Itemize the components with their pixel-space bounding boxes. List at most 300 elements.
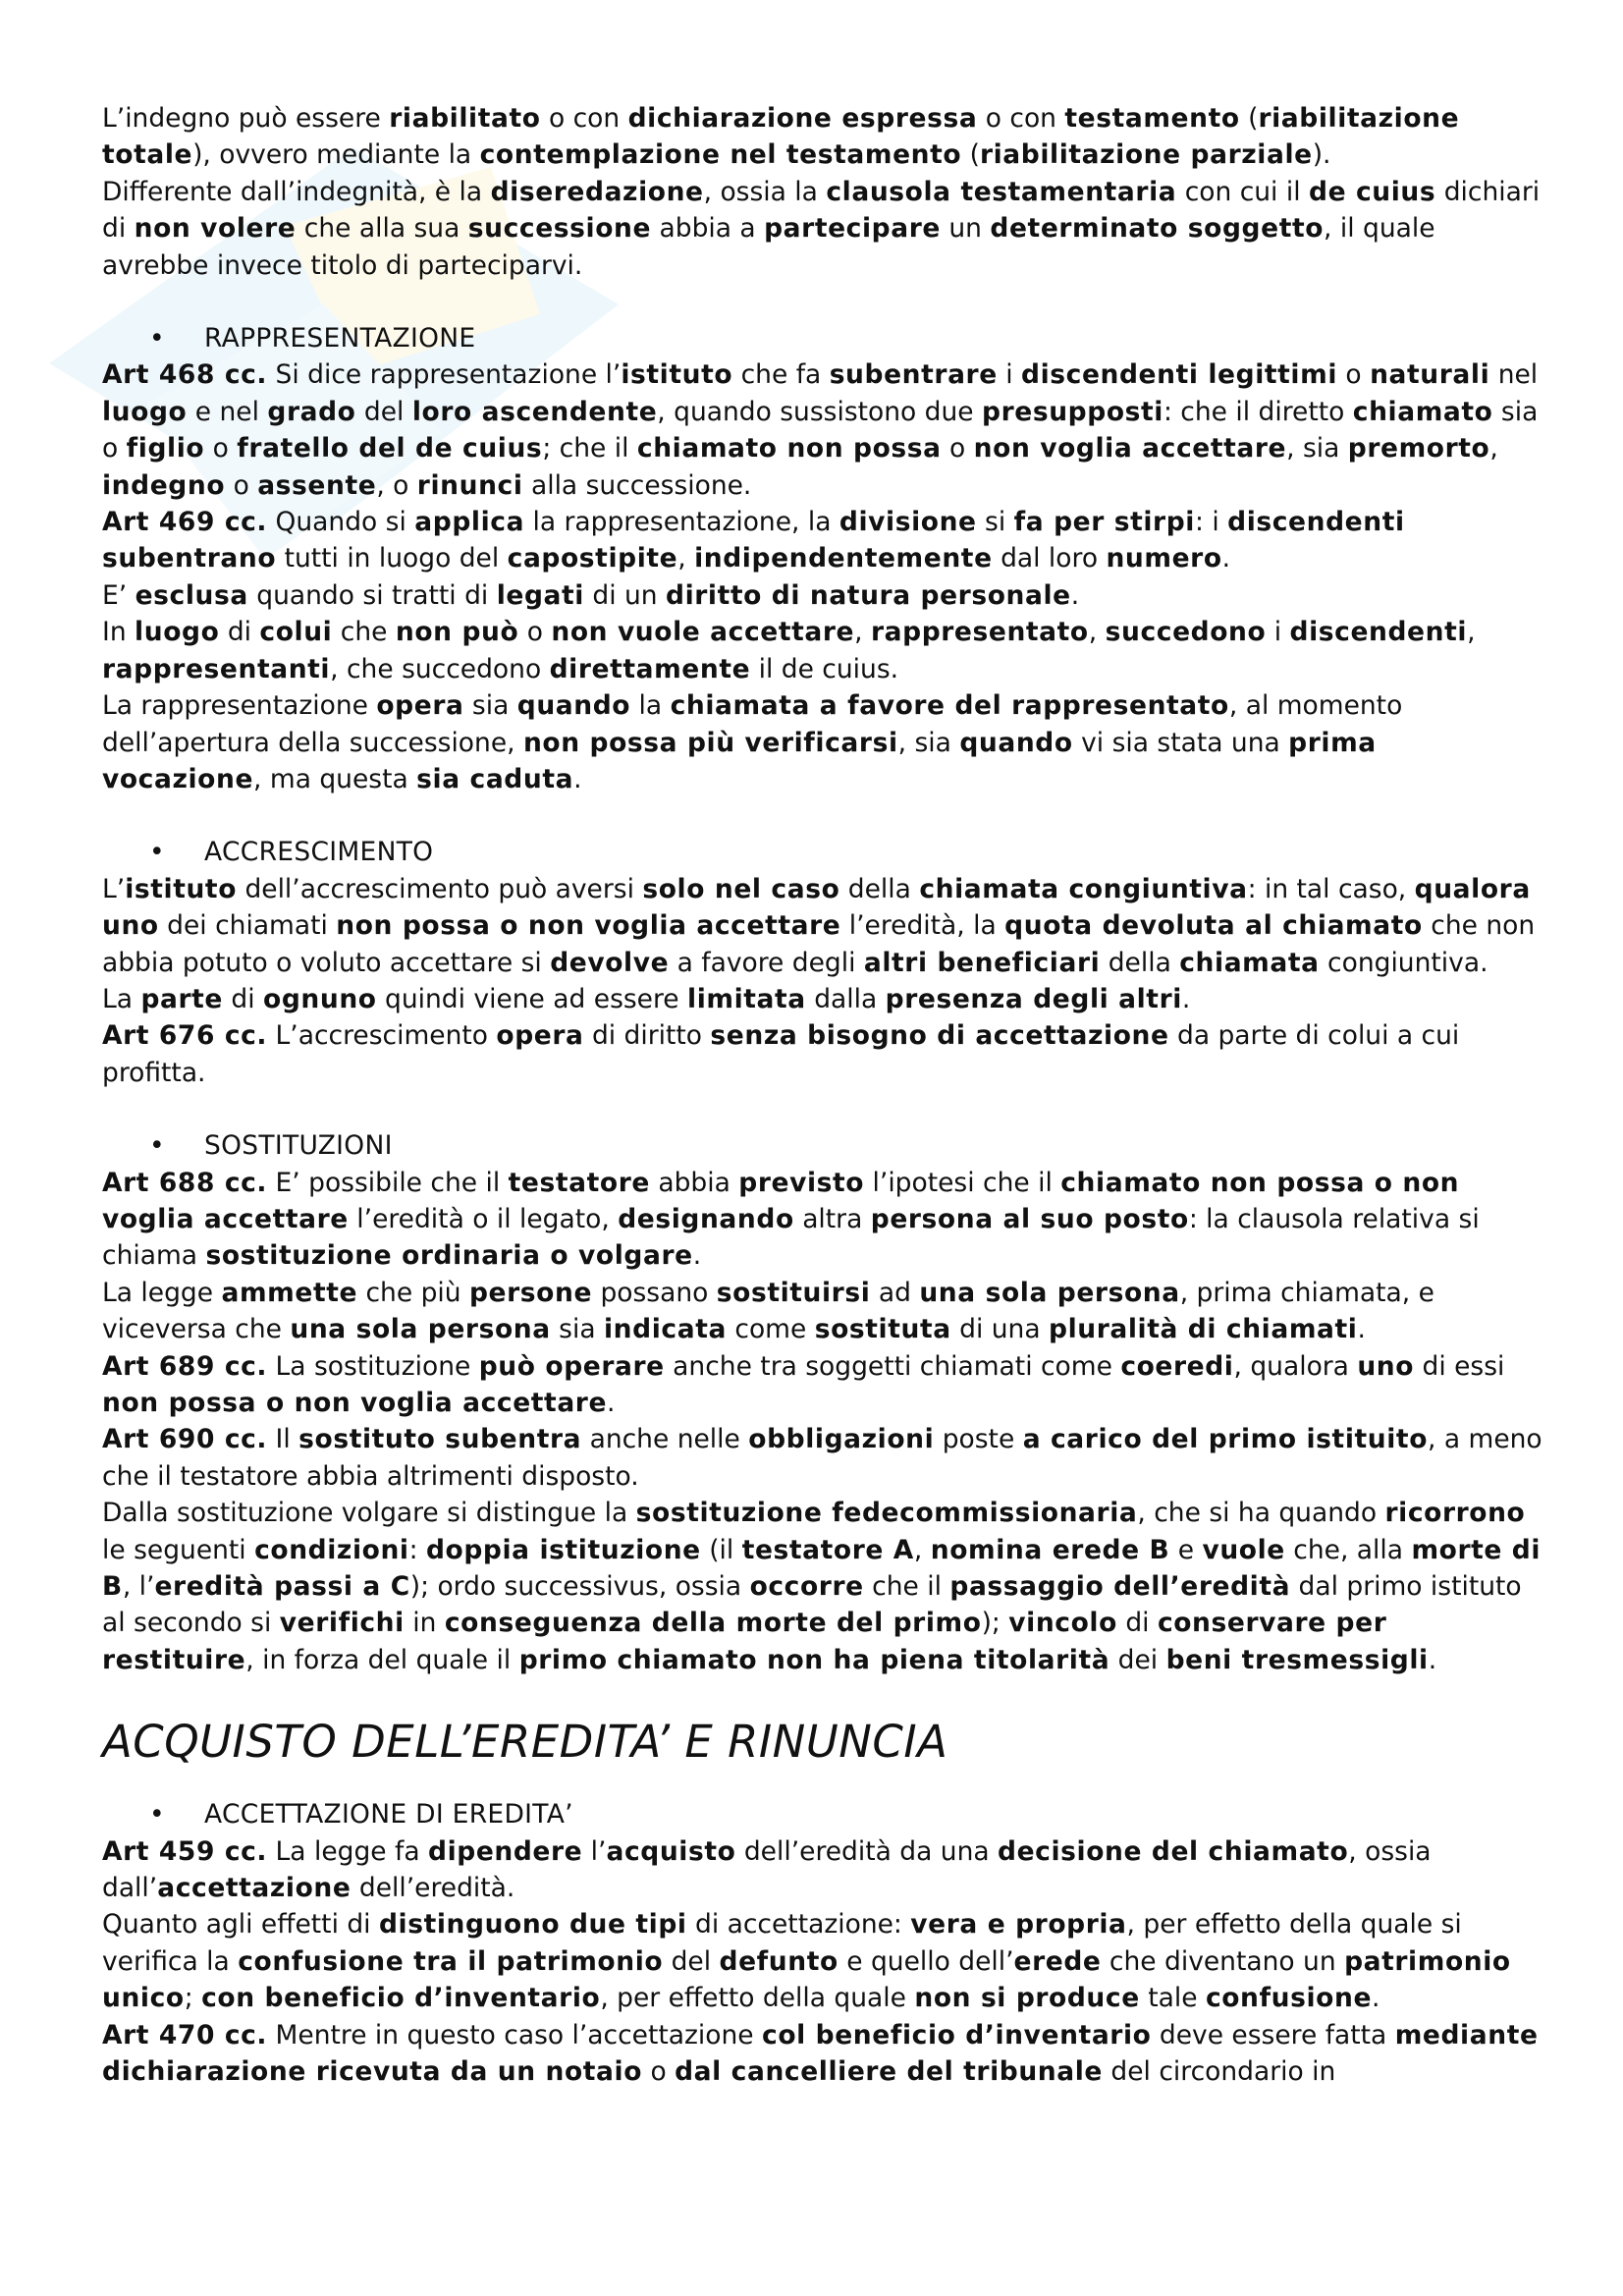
text-run: della	[1100, 947, 1180, 978]
text-run: la	[630, 690, 671, 722]
text-run: La rappresentazione	[102, 690, 377, 722]
bold-term: non possa o non voglia accettare	[102, 1388, 608, 1418]
text-run: o con	[977, 103, 1065, 134]
text-run: o	[518, 617, 552, 648]
bold-term: premorto	[1347, 433, 1490, 465]
text-run: ;	[184, 1983, 202, 2014]
bold-term: non volere	[134, 213, 297, 245]
text-run: del circondario in	[1103, 2056, 1336, 2088]
bold-term: defunto	[719, 1945, 839, 1977]
bold-term: Art 676 cc.	[102, 1020, 268, 1052]
bold-term: quando	[959, 727, 1073, 758]
text-run: della	[839, 873, 920, 904]
text-paragraph	[102, 1017, 1545, 1091]
bold-term: diritto di natura personale	[666, 579, 1071, 611]
bold-term: non possa più verificarsi	[522, 727, 898, 758]
bold-term: riabilitato	[389, 103, 541, 134]
text-paragraph	[102, 174, 1545, 284]
text-run: ,	[854, 617, 871, 648]
text-run: ), ovvero mediante la	[192, 139, 480, 171]
text-run: e nel	[187, 396, 268, 427]
bold-term: rinunci	[416, 469, 523, 501]
section-bullet	[102, 320, 1545, 356]
text-run: Si dice rappresentazione l’	[267, 359, 622, 391]
text-run: dei chiamati	[158, 910, 337, 942]
text-run: , sia	[897, 727, 960, 758]
bold-term: dal cancelliere del tribunale	[675, 2056, 1103, 2088]
text-run: l’ipotesi che il	[864, 1167, 1061, 1198]
bold-term: Art 690 cc.	[102, 1424, 268, 1455]
bold-term: clausola testamentaria	[826, 176, 1177, 207]
text-run: (	[1239, 103, 1259, 134]
text-run: che diventano un	[1101, 1945, 1345, 1977]
bold-term: Art 459 cc.	[102, 1835, 268, 1867]
text-run: che il	[863, 1571, 950, 1603]
text-run: Quando si	[267, 507, 415, 538]
text-run: L’accrescimento	[267, 1020, 497, 1052]
text-run: , quando sussistono due	[657, 396, 983, 427]
text-run: , in forza del quale il	[245, 1644, 519, 1675]
bold-term: discendenti legittimi	[1021, 359, 1337, 391]
bold-term: doppia istituzione	[425, 1534, 701, 1565]
text-run: .	[1181, 983, 1191, 1014]
text-paragraph	[102, 1348, 1545, 1422]
text-run: dal primo istituto al secondo si	[102, 1571, 1522, 1639]
text-paragraph	[102, 577, 1545, 614]
bold-term: rappresentanti	[102, 653, 331, 684]
bold-term: determinato soggetto	[990, 213, 1325, 245]
section-title: RAPPRESENTAZIONE	[204, 323, 476, 355]
text-run: .	[1428, 1644, 1437, 1675]
bold-term: a carico del primo istituito	[1022, 1424, 1428, 1455]
text-run: alla successione.	[522, 469, 752, 501]
text-run: e quello dell’	[838, 1945, 1014, 1977]
bold-term: indipendentemente	[694, 543, 993, 574]
text-run: L’indegno può essere	[102, 103, 390, 134]
text-run: tutti in luogo del	[276, 543, 508, 574]
text-run: : che il diretto	[1163, 396, 1353, 427]
text-run: dei	[1109, 1644, 1166, 1675]
text-run: dell’eredità da una	[735, 1835, 999, 1867]
bold-term: solo nel caso	[642, 873, 840, 904]
bold-term: vera e propria	[910, 1909, 1127, 1941]
bold-term: succedono	[1105, 617, 1267, 648]
bold-term: non vuole accettare	[551, 617, 855, 648]
text-paragraph	[102, 871, 1545, 981]
bullet-icon: •	[149, 1799, 165, 1831]
bold-term: sostituzione fedecommissionaria	[635, 1498, 1138, 1529]
text-run: E’ possibile che il	[267, 1167, 509, 1198]
text-run: l’eredità, la	[840, 910, 1005, 942]
text-run: da parte di colui a cui profitta.	[102, 1020, 1460, 1088]
bold-term: persona al suo posto	[870, 1203, 1189, 1234]
text-run: sia	[463, 690, 517, 722]
text-run: .	[573, 763, 582, 794]
text-run: , prima chiamata, e viceversa che	[102, 1277, 1434, 1345]
text-run: );	[981, 1608, 1009, 1639]
text-run: , sia	[1286, 433, 1348, 465]
bold-term: senza bisogno di accettazione	[710, 1020, 1169, 1052]
bold-term: esclusa	[135, 579, 248, 611]
bold-term: può operare	[478, 1350, 665, 1382]
text-run: .	[692, 1240, 702, 1272]
bold-term: distinguono due tipi	[378, 1909, 687, 1941]
text-run: un	[940, 213, 991, 245]
text-run: ,	[677, 543, 695, 574]
text-run: di essi	[1414, 1350, 1505, 1382]
bold-term: figlio	[126, 433, 205, 465]
text-run: : i	[1194, 507, 1228, 538]
text-run: dalla	[805, 983, 886, 1014]
text-run: del	[355, 396, 412, 427]
text-paragraph	[102, 2017, 1545, 2091]
bold-term: fratello del de cuius	[237, 433, 543, 465]
bold-term: numero	[1106, 543, 1222, 574]
bold-term: loro ascendente	[411, 396, 658, 427]
bold-term: diseredazione	[490, 176, 704, 207]
text-paragraph	[102, 614, 1545, 687]
bold-term: testatore A	[741, 1534, 914, 1565]
text-run: come	[726, 1314, 815, 1345]
text-run: possano	[592, 1277, 717, 1308]
bold-term: coeredi	[1120, 1350, 1234, 1382]
bold-term: non voglia accettare	[973, 433, 1287, 465]
text-run: congiuntiva.	[1319, 947, 1488, 978]
bold-term: riabilitazione parziale	[979, 139, 1313, 171]
bold-term: morte di B	[102, 1534, 1542, 1603]
text-run: o	[1337, 359, 1371, 391]
bold-term: patrimonio unico	[102, 1945, 1511, 2014]
bullet-icon: •	[149, 323, 165, 355]
bold-term: condizioni	[254, 1534, 409, 1565]
paragraph-gap	[102, 797, 1545, 834]
text-run: ,	[1088, 617, 1106, 648]
bold-term: discendenti	[1289, 617, 1468, 648]
bold-term: ammette	[221, 1277, 358, 1308]
section-title: ACCETTAZIONE DI EREDITA’	[204, 1799, 573, 1831]
text-paragraph	[102, 687, 1545, 797]
bold-term: beni tresmessigli	[1165, 1644, 1429, 1675]
bold-term: quando	[516, 690, 631, 722]
bold-term: partecipare	[764, 213, 941, 245]
bold-term: direttamente	[549, 653, 751, 684]
text-run: anche nelle	[581, 1424, 749, 1455]
bold-term: una sola persona	[290, 1314, 551, 1345]
text-paragraph	[102, 1275, 1545, 1348]
bold-term: discendenti subentrano	[102, 507, 1405, 574]
text-run: che, alla	[1284, 1534, 1412, 1565]
text-run: poste	[934, 1424, 1023, 1455]
text-run: (	[961, 139, 980, 171]
bold-term: chiamata a favore del rappresentato	[670, 690, 1229, 722]
text-paragraph	[102, 1833, 1545, 1907]
bold-term: passaggio dell’eredità	[949, 1571, 1291, 1603]
text-run: che non abbia potuto o voluto accettare si	[102, 910, 1536, 978]
text-run: .	[1070, 579, 1080, 611]
text-run: o	[204, 433, 238, 465]
bold-term: nomina erede B	[930, 1534, 1170, 1565]
text-paragraph	[102, 981, 1545, 1017]
text-run: di una	[950, 1314, 1049, 1345]
bold-term: chiamata congiuntiva	[919, 873, 1248, 904]
bold-term: confusione	[1205, 1983, 1373, 2014]
section-title: ACCRESCIMENTO	[204, 837, 434, 868]
text-run: Mentre in questo caso l’accettazione	[267, 2019, 763, 2050]
text-run: :	[408, 1534, 426, 1565]
text-run: , per effetto della quale si verifica la	[102, 1909, 1462, 1977]
bold-term: opera	[496, 1020, 584, 1052]
text-run: anche tra soggetti chiamati come	[664, 1350, 1121, 1382]
bold-term: con beneficio d’inventario	[201, 1983, 601, 2014]
text-run: , qualora	[1233, 1350, 1358, 1382]
text-run: i	[997, 359, 1022, 391]
bold-term: ognuno	[263, 983, 377, 1014]
bold-term: primo chiamato non ha piena titolarità	[518, 1644, 1110, 1675]
text-paragraph	[102, 1906, 1545, 2016]
bold-term: divisione	[839, 507, 977, 538]
bold-term: chiamato non possa o non voglia accettare	[102, 1167, 1460, 1234]
text-paragraph	[102, 100, 1545, 174]
bold-term: applica	[414, 507, 525, 538]
text-run: sia	[550, 1314, 604, 1345]
text-run: , che succedono	[330, 653, 550, 684]
bold-term: quota devoluta al chiamato	[1004, 910, 1423, 942]
bold-term: pluralità di chiamati	[1049, 1314, 1358, 1345]
text-run: La sostituzione	[267, 1350, 479, 1382]
text-run: Dalla sostituzione volgare si distingue la	[102, 1498, 636, 1529]
text-run: dell’eredità.	[351, 1873, 515, 1904]
bold-term: Art 469 cc.	[102, 507, 268, 538]
text-paragraph	[102, 1421, 1545, 1495]
bold-term: dipendere	[428, 1835, 583, 1867]
text-run: La legge fa	[267, 1835, 428, 1867]
text-run: altra	[793, 1203, 871, 1234]
text-run: l’	[582, 1835, 607, 1867]
bold-term: acquisto	[606, 1835, 736, 1867]
bold-term: naturali	[1370, 359, 1490, 391]
text-run: ); ordo successivus, ossia	[409, 1571, 750, 1603]
bold-term: testamento	[1064, 103, 1240, 134]
bold-term: non possa o non voglia accettare	[336, 910, 841, 942]
text-run: vi sia stata una	[1072, 727, 1289, 758]
text-run: di diritto	[583, 1020, 711, 1052]
bold-term: conseguenza della morte del primo	[444, 1608, 982, 1639]
text-run: ).	[1312, 139, 1331, 171]
text-run: ,	[1467, 617, 1476, 648]
text-run: abbia a	[651, 213, 765, 245]
text-run: , per effetto della quale	[600, 1983, 915, 2014]
text-run: che fa	[732, 359, 830, 391]
text-run: quindi viene ad essere	[376, 983, 688, 1014]
paragraph-gap	[102, 1091, 1545, 1127]
text-run: : la clausola relativa si chiama	[102, 1203, 1480, 1272]
bold-term: occorre	[749, 1571, 864, 1603]
text-run: .	[1372, 1983, 1380, 2014]
text-run: , ossia dall’	[102, 1835, 1432, 1904]
bold-term: indegno	[102, 469, 226, 501]
bold-term: erede	[1013, 1945, 1102, 1977]
text-run: dell’accrescimento può aversi	[237, 873, 643, 904]
bold-term: testatore	[508, 1167, 650, 1198]
text-paragraph	[102, 1165, 1545, 1275]
text-run: L’	[102, 873, 126, 904]
text-run: ; che il	[542, 433, 637, 465]
text-run: ,	[1489, 433, 1498, 465]
text-run: : in tal caso,	[1247, 873, 1415, 904]
text-run: o con	[540, 103, 628, 134]
text-run: .	[607, 1388, 616, 1418]
bold-term: chiamata	[1179, 947, 1320, 978]
bold-term: una sola persona	[919, 1277, 1180, 1308]
bullet-icon: •	[149, 837, 165, 868]
text-run: , o	[376, 469, 417, 501]
text-run: In	[102, 617, 135, 648]
bold-term: dichiarazione espressa	[627, 103, 978, 134]
bold-term: Art 470 cc.	[102, 2019, 268, 2050]
bold-term: persone	[468, 1277, 593, 1308]
bold-term: contemplazione nel testamento	[479, 139, 962, 171]
text-run: , al momento dell’apertura della successione,	[102, 690, 1403, 758]
text-run: di accettazione:	[686, 1909, 911, 1941]
bold-term: prima vocazione	[102, 727, 1377, 794]
paragraph-gap	[102, 284, 1545, 320]
text-run: , che si ha quando	[1137, 1498, 1385, 1529]
bold-term: sostituzione ordinaria o volgare	[205, 1240, 693, 1272]
bold-term: sia caduta	[416, 763, 574, 794]
bold-term: fa per stirpi	[1013, 507, 1195, 538]
text-run: si	[976, 507, 1014, 538]
text-run: quando si tratti di	[247, 579, 497, 611]
bold-term: conservare per restituire	[102, 1608, 1387, 1675]
bold-term: assente	[257, 469, 377, 501]
text-run: la rappresentazione, la	[524, 507, 839, 538]
bold-term: istituto	[125, 873, 238, 904]
text-run: E’	[102, 579, 135, 611]
text-run: Differente dall’indegnità, è la	[102, 176, 491, 207]
text-run: La	[102, 983, 141, 1014]
bold-term: previsto	[738, 1167, 865, 1198]
bold-term: luogo	[135, 617, 220, 648]
text-run: o	[225, 469, 258, 501]
text-run: deve essere fatta	[1151, 2019, 1395, 2050]
text-run: tale	[1139, 1983, 1206, 2014]
bold-term: chiamato	[1352, 396, 1493, 427]
text-run: che	[332, 617, 396, 648]
text-run: , ma questa	[253, 763, 417, 794]
text-run: l’eredità o il legato,	[348, 1203, 619, 1234]
section-bullet	[102, 1127, 1545, 1164]
text-run: , a meno che il testatore abbia altrimenti disposto.	[102, 1424, 1542, 1492]
text-run: La legge	[102, 1277, 222, 1308]
text-run: (il	[700, 1534, 742, 1565]
bold-term: col beneficio d’inventario	[762, 2019, 1152, 2050]
text-run: .	[1357, 1314, 1366, 1345]
chapter-heading: ACQUISTO DELL’EREDITA’ E RINUNCIA	[102, 1716, 948, 1769]
bold-term: vuole	[1202, 1534, 1285, 1565]
text-run: che alla sua	[296, 213, 468, 245]
bold-term: riabilitazione totale	[102, 103, 1460, 171]
bold-term: ricorrono	[1384, 1498, 1526, 1529]
bold-term: Art 688 cc.	[102, 1167, 268, 1198]
bold-term: presupposti	[982, 396, 1163, 427]
text-run: dal loro	[992, 543, 1107, 574]
text-paragraph	[102, 504, 1545, 577]
text-run: di	[223, 983, 264, 1014]
bold-term: accettazione	[157, 1873, 352, 1904]
text-run: di	[1116, 1608, 1158, 1639]
bold-term: de cuius	[1309, 176, 1436, 207]
bold-term: grado	[267, 396, 356, 427]
text-paragraph	[102, 356, 1545, 504]
text-run: ad	[870, 1277, 920, 1308]
section-bullet	[102, 1796, 1545, 1832]
text-run: i	[1266, 617, 1290, 648]
document-page	[102, 100, 1545, 2091]
text-run: , il quale avrebbe invece titolo di parteciparvi.	[102, 213, 1435, 281]
bold-term: parte	[140, 983, 223, 1014]
bold-term: legati	[496, 579, 584, 611]
bold-term: colui	[259, 617, 333, 648]
bold-term: successione	[467, 213, 652, 245]
section-title: SOSTITUZIONI	[204, 1130, 393, 1162]
bold-term: decisione del chiamato	[998, 1835, 1349, 1867]
bold-term: altri beneficiari	[863, 947, 1101, 978]
bold-term: devolve	[550, 947, 670, 978]
bold-term: chiamato non possa	[636, 433, 942, 465]
bold-term: rappresentato	[870, 617, 1089, 648]
text-run: il de cuius.	[750, 653, 899, 684]
bold-term: non si produce	[914, 1983, 1140, 2014]
text-run: o	[941, 433, 974, 465]
bold-term: subentrare	[829, 359, 998, 391]
bold-term: sostituto subentra	[298, 1424, 582, 1455]
bold-term: designando	[618, 1203, 794, 1234]
bold-term: presenza degli altri	[885, 983, 1182, 1014]
bold-term: qualora uno	[102, 873, 1531, 942]
bold-term: limitata	[687, 983, 806, 1014]
text-run: e	[1169, 1534, 1203, 1565]
bold-term: istituto	[621, 359, 733, 391]
bold-term: sostituta	[814, 1314, 951, 1345]
text-run: abbia	[649, 1167, 739, 1198]
text-run: o	[642, 2056, 676, 2088]
bold-term: sostituirsi	[716, 1277, 871, 1308]
bold-term: vincolo	[1008, 1608, 1117, 1639]
bold-term: indicata	[604, 1314, 727, 1345]
section-bullet	[102, 834, 1545, 870]
text-run: Quanto agli effetti di	[102, 1909, 379, 1941]
bold-term: uno	[1357, 1350, 1415, 1382]
text-run: .	[1221, 543, 1231, 574]
text-run: , ossia la	[703, 176, 827, 207]
bold-term: luogo	[102, 396, 188, 427]
bold-term: verifichi	[279, 1608, 405, 1639]
text-run: del	[663, 1945, 720, 1977]
text-run: le seguenti	[102, 1534, 255, 1565]
text-run: con cui il	[1176, 176, 1309, 207]
bold-term: obbligazioni	[748, 1424, 935, 1455]
text-run: di	[219, 617, 260, 648]
bold-term: non può	[395, 617, 519, 648]
bold-term: confusione tra il patrimonio	[238, 1945, 664, 1977]
bold-term: opera	[376, 690, 464, 722]
text-run: che più	[357, 1277, 469, 1308]
bold-term: Art 689 cc.	[102, 1350, 268, 1382]
text-paragraph	[102, 1495, 1545, 1678]
text-run: ,	[913, 1534, 931, 1565]
bold-term: Art 468 cc.	[102, 359, 268, 391]
text-run: sia o	[102, 396, 1539, 465]
